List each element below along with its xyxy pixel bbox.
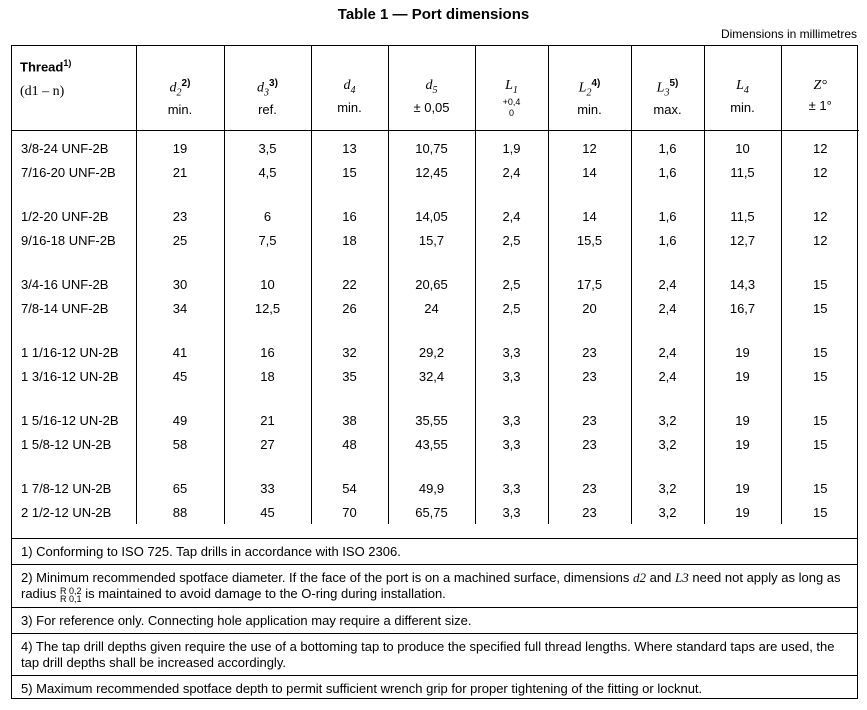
spacer-cell bbox=[781, 252, 859, 273]
spacer-cell bbox=[781, 388, 859, 409]
table-row bbox=[12, 365, 859, 389]
table-body bbox=[12, 131, 859, 525]
value-cell: 12,45 bbox=[388, 161, 475, 185]
value-cell: 19 bbox=[704, 433, 781, 457]
spacer-cell bbox=[12, 184, 136, 205]
value-cell: 14 bbox=[548, 161, 631, 185]
table-row bbox=[12, 409, 859, 433]
spacer-cell bbox=[12, 388, 136, 409]
spacer-cell bbox=[224, 252, 311, 273]
spacer-cell bbox=[631, 320, 704, 341]
row-spacer bbox=[12, 388, 859, 409]
value-cell: 2,4 bbox=[475, 205, 548, 229]
spacer-cell bbox=[224, 388, 311, 409]
value-cell: 16,7 bbox=[704, 297, 781, 321]
table-row bbox=[12, 477, 859, 501]
value-cell: 15 bbox=[781, 501, 859, 525]
value-cell: 32 bbox=[311, 341, 388, 365]
value-cell: 26 bbox=[311, 297, 388, 321]
value-cell: 23 bbox=[548, 433, 631, 457]
table-row bbox=[12, 297, 859, 321]
value-cell: 24 bbox=[388, 297, 475, 321]
value-cell: 3,3 bbox=[475, 341, 548, 365]
spacer-cell bbox=[781, 184, 859, 205]
spacer-cell bbox=[631, 252, 704, 273]
spacer-cell bbox=[136, 456, 224, 477]
spacer-cell bbox=[388, 320, 475, 341]
header-row bbox=[12, 46, 859, 131]
value-cell: 20,65 bbox=[388, 273, 475, 297]
thread-cell: 2 1/2-12 UN-2B bbox=[21, 504, 112, 520]
value-cell: 19 bbox=[704, 409, 781, 433]
spacer-cell bbox=[224, 184, 311, 205]
value-cell: 11,5 bbox=[704, 161, 781, 185]
spacer-cell bbox=[704, 252, 781, 273]
value-cell: 16 bbox=[224, 341, 311, 365]
spacer-cell bbox=[631, 388, 704, 409]
value-cell: 17,5 bbox=[548, 273, 631, 297]
value-cell: 33 bbox=[224, 477, 311, 501]
spacer-cell bbox=[475, 252, 548, 273]
footnote-2: 2) Minimum recommended spotface diameter. If the face of the port is on a machined surface, dimensions d2 and L3 need not apply as long as radius R 0,2 R 0,1 is maintained to avoid damage to the O-ring during installation. bbox=[12, 565, 857, 608]
value-cell: 70 bbox=[311, 501, 388, 525]
spacer-cell bbox=[311, 184, 388, 205]
table-row bbox=[12, 433, 859, 457]
value-cell: 19 bbox=[704, 341, 781, 365]
value-cell: 3,5 bbox=[224, 131, 311, 161]
spacer-cell bbox=[388, 456, 475, 477]
value-cell: 23 bbox=[548, 501, 631, 525]
value-cell: 18 bbox=[311, 229, 388, 253]
row-spacer bbox=[12, 252, 859, 273]
header-thread: Thread$^{1)}$ (d1 – n) bbox=[12, 46, 136, 131]
spacer-cell bbox=[631, 456, 704, 477]
value-cell: 2,5 bbox=[475, 297, 548, 321]
thread-cell: 7/16-20 UNF-2B bbox=[21, 164, 116, 180]
value-cell: 19 bbox=[704, 501, 781, 525]
value-cell: 19 bbox=[704, 365, 781, 389]
value-cell: 35,55 bbox=[388, 409, 475, 433]
spacer-cell bbox=[311, 456, 388, 477]
value-cell: 3,3 bbox=[475, 433, 548, 457]
table-row bbox=[12, 229, 859, 253]
value-cell: 58 bbox=[136, 433, 224, 457]
spacer-cell bbox=[311, 320, 388, 341]
value-cell: 15 bbox=[781, 409, 859, 433]
value-cell: 2,4 bbox=[475, 161, 548, 185]
value-cell: 3,3 bbox=[475, 477, 548, 501]
value-cell: 12 bbox=[781, 205, 859, 229]
spacer-cell bbox=[136, 320, 224, 341]
spacer-cell bbox=[704, 184, 781, 205]
footnote-2-d2: d2 bbox=[633, 570, 647, 585]
spacer-cell bbox=[781, 320, 859, 341]
table-row bbox=[12, 341, 859, 365]
thread-cell: 3/8-24 UNF-2B bbox=[21, 141, 109, 157]
value-cell: 65,75 bbox=[388, 501, 475, 525]
value-cell: 48 bbox=[311, 433, 388, 457]
row-spacer bbox=[12, 184, 859, 205]
value-cell: 41 bbox=[136, 341, 224, 365]
footnote-4: 4) The tap drill depths given require the use of a bottoming tap to produce the specified full thread lengths. Where standard taps are used, the tap drill depths shall be increased accordingly. bbox=[12, 634, 857, 676]
value-cell: 12 bbox=[781, 161, 859, 185]
spacer-cell bbox=[224, 456, 311, 477]
value-cell: 16 bbox=[311, 205, 388, 229]
spacer-cell bbox=[136, 252, 224, 273]
spacer-cell bbox=[12, 252, 136, 273]
value-cell: 3,2 bbox=[631, 501, 704, 525]
value-cell: 14 bbox=[548, 205, 631, 229]
value-cell: 15 bbox=[781, 297, 859, 321]
spacer-cell bbox=[475, 184, 548, 205]
value-cell: 11,5 bbox=[704, 205, 781, 229]
value-cell: 19 bbox=[704, 477, 781, 501]
value-cell: 27 bbox=[224, 433, 311, 457]
value-cell: 13 bbox=[311, 131, 388, 161]
header-thread-var: (d1 – n) bbox=[20, 84, 65, 100]
value-cell: 30 bbox=[136, 273, 224, 297]
value-cell: 29,2 bbox=[388, 341, 475, 365]
value-cell: 2,4 bbox=[631, 273, 704, 297]
footnote-5: 5) Maximum recommended spotface depth to permit sufficient wrench grip for proper tightening of the fitting or locknut. bbox=[21, 680, 703, 696]
value-cell: 3,2 bbox=[631, 409, 704, 433]
value-cell: 2,5 bbox=[475, 273, 548, 297]
spacer-cell bbox=[12, 456, 136, 477]
value-cell: 3,3 bbox=[475, 409, 548, 433]
value-cell: 14,05 bbox=[388, 205, 475, 229]
spacer-cell bbox=[475, 388, 548, 409]
spacer-cell bbox=[12, 320, 136, 341]
thread-cell: 3/4-16 UNF-2B bbox=[21, 277, 109, 293]
value-cell: 18 bbox=[224, 365, 311, 389]
spacer-cell bbox=[311, 252, 388, 273]
header-L2: $L_2^{4)}$ min. bbox=[548, 46, 631, 131]
thread-cell: 1 1/16-12 UN-2B bbox=[21, 345, 119, 361]
spacer-cell bbox=[548, 252, 631, 273]
value-cell: 19 bbox=[136, 131, 224, 161]
value-cell: 14,3 bbox=[704, 273, 781, 297]
value-cell: 15,5 bbox=[548, 229, 631, 253]
spacer-cell bbox=[475, 456, 548, 477]
spacer-cell bbox=[388, 252, 475, 273]
value-cell: 38 bbox=[311, 409, 388, 433]
table-title: Table 1 — Port dimensions bbox=[337, 6, 530, 23]
footnote-2-L3: L3 bbox=[675, 570, 689, 585]
spacer-cell bbox=[631, 184, 704, 205]
value-cell: 7,5 bbox=[224, 229, 311, 253]
value-cell: 34 bbox=[136, 297, 224, 321]
value-cell: 2,5 bbox=[475, 229, 548, 253]
value-cell: 2,4 bbox=[631, 365, 704, 389]
spacer-cell bbox=[224, 320, 311, 341]
table-row bbox=[12, 161, 859, 185]
value-cell: 12 bbox=[781, 131, 859, 161]
header-d5: $d_5$ ± 0,05 bbox=[388, 46, 475, 131]
thread-cell: 1/2-20 UNF-2B bbox=[21, 209, 109, 225]
spacer-cell bbox=[548, 456, 631, 477]
value-cell: 10 bbox=[704, 131, 781, 161]
footnote-3: 3) For reference only. Connecting hole application may require a different size. bbox=[12, 608, 857, 634]
value-cell: 23 bbox=[548, 477, 631, 501]
footnote-1: 1) Conforming to ISO 725. Tap drills in accordance with ISO 2306. bbox=[12, 539, 857, 565]
table-row bbox=[12, 131, 859, 161]
radius-tolerance: R 0,2 R 0,1 bbox=[60, 585, 82, 604]
value-cell: 15 bbox=[311, 161, 388, 185]
value-cell: 15,7 bbox=[388, 229, 475, 253]
value-cell: 32,4 bbox=[388, 365, 475, 389]
table-row bbox=[12, 501, 859, 525]
value-cell: 43,55 bbox=[388, 433, 475, 457]
thread-cell: 1 3/16-12 UN-2B bbox=[21, 368, 119, 384]
spacer-cell bbox=[704, 456, 781, 477]
thread-cell: 1 7/8-12 UN-2B bbox=[21, 481, 112, 497]
header-L1: $L_1$ +0,4 0 bbox=[475, 46, 548, 131]
value-cell: 15 bbox=[781, 365, 859, 389]
header-d3: $d_3^{3)}$ ref. bbox=[224, 46, 311, 131]
header-L3: $L_3^{5)}$ max. bbox=[631, 46, 704, 131]
value-cell: 65 bbox=[136, 477, 224, 501]
spacer-cell bbox=[548, 320, 631, 341]
value-cell: 49,9 bbox=[388, 477, 475, 501]
table-row bbox=[12, 205, 859, 229]
value-cell: 10 bbox=[224, 273, 311, 297]
value-cell: 3,2 bbox=[631, 477, 704, 501]
value-cell: 45 bbox=[224, 501, 311, 525]
value-cell: 12,7 bbox=[704, 229, 781, 253]
value-cell: 23 bbox=[136, 205, 224, 229]
spacer-cell bbox=[136, 184, 224, 205]
value-cell: 25 bbox=[136, 229, 224, 253]
value-cell: 15 bbox=[781, 273, 859, 297]
thread-cell: 7/8-14 UNF-2B bbox=[21, 300, 109, 316]
header-L4: $L_4$ min. bbox=[704, 46, 781, 131]
spacer-cell bbox=[704, 388, 781, 409]
row-spacer bbox=[12, 320, 859, 341]
value-cell: 12 bbox=[548, 131, 631, 161]
value-cell: 22 bbox=[311, 273, 388, 297]
value-cell: 35 bbox=[311, 365, 388, 389]
thread-cell: 9/16-18 UNF-2B bbox=[21, 232, 116, 248]
value-cell: 23 bbox=[548, 365, 631, 389]
value-cell: 54 bbox=[311, 477, 388, 501]
value-cell: 6 bbox=[224, 205, 311, 229]
value-cell: 2,4 bbox=[631, 341, 704, 365]
value-cell: 1,6 bbox=[631, 229, 704, 253]
spacer-cell bbox=[781, 456, 859, 477]
value-cell: 15 bbox=[781, 341, 859, 365]
value-cell: 20 bbox=[548, 297, 631, 321]
spacer-cell bbox=[388, 184, 475, 205]
value-cell: 1,6 bbox=[631, 205, 704, 229]
units-note: Dimensions in millimetres bbox=[720, 27, 857, 41]
value-cell: 21 bbox=[136, 161, 224, 185]
value-cell: 2,4 bbox=[631, 297, 704, 321]
value-cell: 3,3 bbox=[475, 501, 548, 525]
value-cell: 15 bbox=[781, 477, 859, 501]
port-dimensions-table bbox=[11, 45, 858, 699]
header-d2: $d_2^{2)}$ min. bbox=[136, 46, 224, 131]
value-cell: 21 bbox=[224, 409, 311, 433]
value-cell: 49 bbox=[136, 409, 224, 433]
thread-cell: 1 5/8-12 UN-2B bbox=[21, 436, 112, 452]
value-cell: 3,2 bbox=[631, 433, 704, 457]
dimensions-grid bbox=[12, 46, 859, 524]
value-cell: 88 bbox=[136, 501, 224, 525]
table-row bbox=[12, 273, 859, 297]
footnotes bbox=[12, 538, 857, 701]
value-cell: 1,6 bbox=[631, 131, 704, 161]
value-cell: 4,5 bbox=[224, 161, 311, 185]
spacer-cell bbox=[311, 388, 388, 409]
header-d4: $d_4$ min. bbox=[311, 46, 388, 131]
spacer-cell bbox=[548, 184, 631, 205]
header-Z: Z° ± 1° bbox=[781, 46, 859, 131]
value-cell: 12,5 bbox=[224, 297, 311, 321]
row-spacer bbox=[12, 456, 859, 477]
spacer-cell bbox=[704, 320, 781, 341]
value-cell: 45 bbox=[136, 365, 224, 389]
thread-cell: 1 5/16-12 UN-2B bbox=[21, 413, 119, 429]
value-cell: 12 bbox=[781, 229, 859, 253]
value-cell: 1,9 bbox=[475, 131, 548, 161]
value-cell: 1,6 bbox=[631, 161, 704, 185]
spacer-cell bbox=[548, 388, 631, 409]
value-cell: 3,3 bbox=[475, 365, 548, 389]
spacer-cell bbox=[475, 320, 548, 341]
spacer-cell bbox=[388, 388, 475, 409]
value-cell: 23 bbox=[548, 341, 631, 365]
value-cell: 15 bbox=[781, 433, 859, 457]
spacer-cell bbox=[136, 388, 224, 409]
value-cell: 10,75 bbox=[388, 131, 475, 161]
value-cell: 23 bbox=[548, 409, 631, 433]
